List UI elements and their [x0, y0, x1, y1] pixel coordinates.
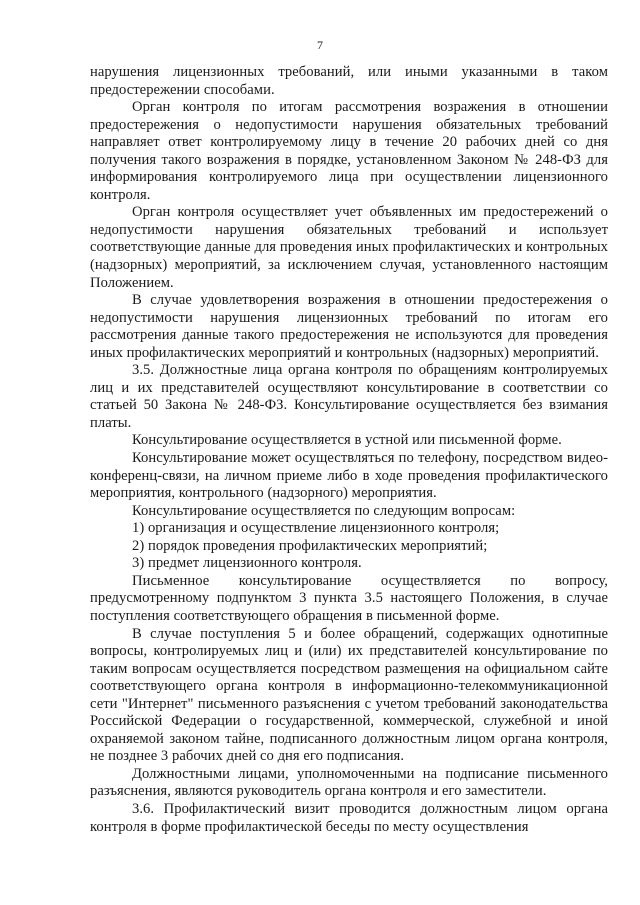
paragraph: Орган контроля осуществляет учет объявленных им предостережений о недопустимости нарушения обязательных требований и использует соответствующие данные для проведения иных профилактических и контрольных (надзорных) мероприятий, за исключением случая, установленного настоящим Положением. — [90, 204, 608, 291]
paragraph: 3.6. Профилактический визит проводится должностным лицом органа контроля в форме профилактической беседы по месту осуществления — [90, 800, 608, 835]
list-item: 1) организация и осуществление лицензионного контроля; — [132, 520, 500, 537]
paragraph: Письменное консультирование осуществляется по вопросу, предусмотренному подпунктом 3 пункта 3.5 настоящего Положения, в случае поступления соответствующего обращения в письменной форме. — [90, 572, 608, 624]
paragraph: 3.5. Должностные лица органа контроля по обращениям контролируемых лиц и их представителей осуществляют консультирование в соответствии со статьей 50 Закона № 248-ФЗ. Консультирование осуществляется без взимания платы. — [90, 362, 608, 431]
paragraph: Должностными лицами, уполномоченными на подписание письменного разъяснения, являются руководитель органа контроля и его заместители. — [90, 765, 608, 800]
paragraph: Консультирование осуществляется по следующим вопросам: — [132, 502, 516, 519]
page-number: 7 — [317, 38, 323, 52]
paragraph: В случае поступления 5 и более обращений, содержащих однотипные вопросы, контролируемых лиц и (или) их представителей консультирование по таким вопросам осуществляется посредством размещения на официальном сайте соответствующего органа контроля в информационно-телекоммуникационной сети "Интернет" письменного разъяснения с учетом требований законодательства Российской Федерации о государственной, коммерческой, служебной и иной охраняемой законом тайне, подписанного должностным лицом органа контроля, не позднее 3 рабочих дней со дня его подписания. — [90, 625, 608, 765]
list-item: 2) порядок проведения профилактических мероприятий; — [132, 537, 488, 554]
paragraph: Консультирование осуществляется в устной или письменной форме. — [132, 432, 562, 449]
list-item: 3) предмет лицензионного контроля. — [132, 555, 362, 572]
paragraph: Консультирование может осуществляться по телефону, посредством видео-конференц-связи, на личном приеме либо в ходе проведения профилактического мероприятия, контрольного (надзорного) мероприятия. — [90, 450, 608, 502]
paragraph: нарушения лицензионных требований, или иными указанными в таком предостережении способами. — [90, 64, 608, 98]
paragraph: Орган контроля по итогам рассмотрения возражения в отношении предостережения о недопустимости нарушения обязательных требований направляет ответ контролируемому лицу в течение 20 рабочих дней со дня получения такого возражения в порядке, установленном Законом № 248-ФЗ для информирования контролируемого лица при осуществлении лицензионного контроля. — [90, 99, 608, 203]
document-body — [90, 64, 608, 836]
paragraph: В случае удовлетворения возражения в отношении предостережения о недопустимости нарушения лицензионных требований по итогам его рассмотрения данные такого предостережения не используются для проведения иных профилактических мероприятий и контрольных (надзорных) мероприятий. — [90, 292, 608, 361]
